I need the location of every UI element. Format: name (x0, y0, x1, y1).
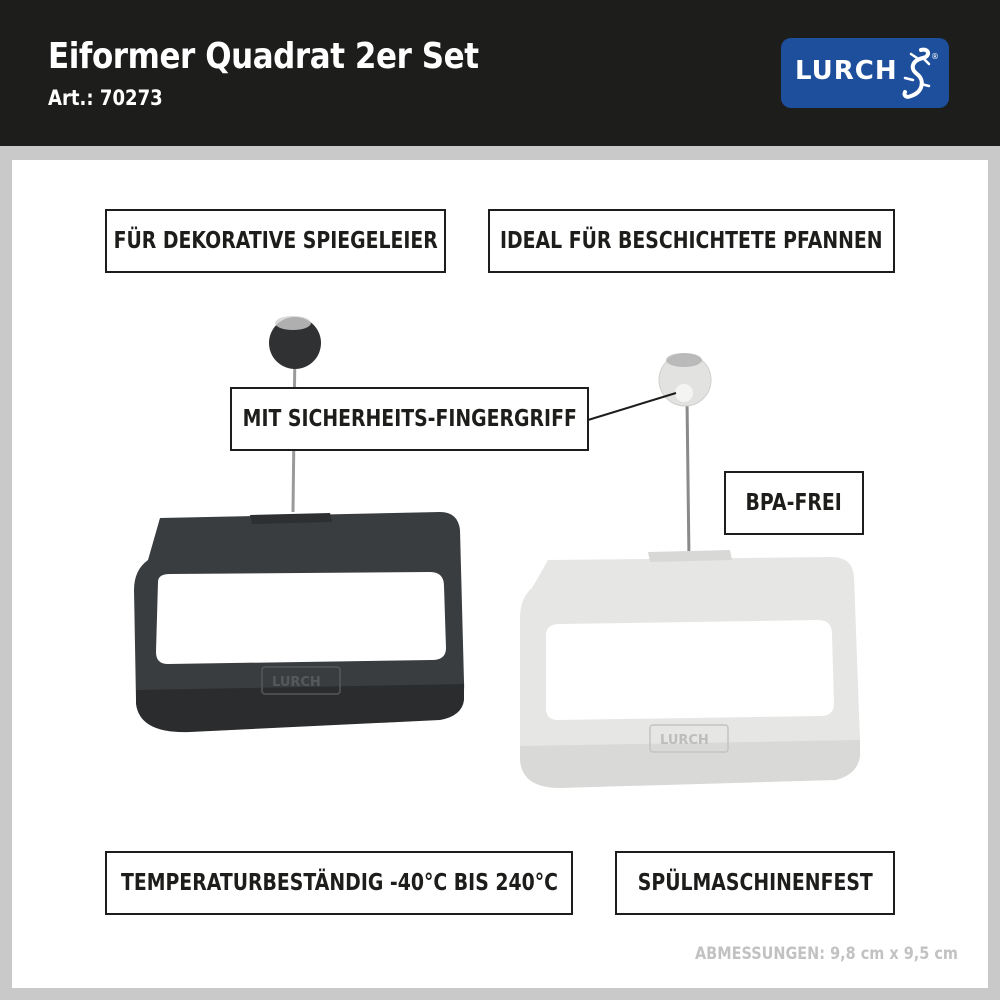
feature-decorative-label: FÜR DEKORATIVE SPIEGELEIER (105, 209, 446, 273)
feature-dishwasher-label: SPÜLMASCHINENFEST (615, 851, 895, 915)
feature-temperature-label: TEMPERATURBESTÄNDIG -40°C BIS 240°C (105, 851, 573, 915)
light-egg-ring (520, 550, 860, 788)
article-number: Art.: 70273 (48, 86, 163, 110)
page-title: Eiformer Quadrat 2er Set (48, 36, 479, 77)
feature-finger-grip-label: MIT SICHERHEITS-FINGERGRIFF (230, 387, 589, 451)
registered-mark: ® (931, 52, 939, 61)
light-ring-embossing: LURCH (660, 733, 709, 748)
feature-bpa-free-label: BPA-FREI (724, 471, 864, 535)
light-ring-wire (687, 400, 689, 560)
dimensions-note: ABMESSUNGEN: 9,8 cm x 9,5 cm (695, 944, 958, 964)
logo-text: LURCH (795, 56, 898, 86)
callout-pointer-line (588, 393, 676, 420)
dark-ring-embossing: LURCH (272, 675, 321, 690)
feature-coated-pans-label: IDEAL FÜR BESCHICHTETE PFANNEN (488, 209, 895, 273)
dark-egg-ring (134, 512, 464, 732)
